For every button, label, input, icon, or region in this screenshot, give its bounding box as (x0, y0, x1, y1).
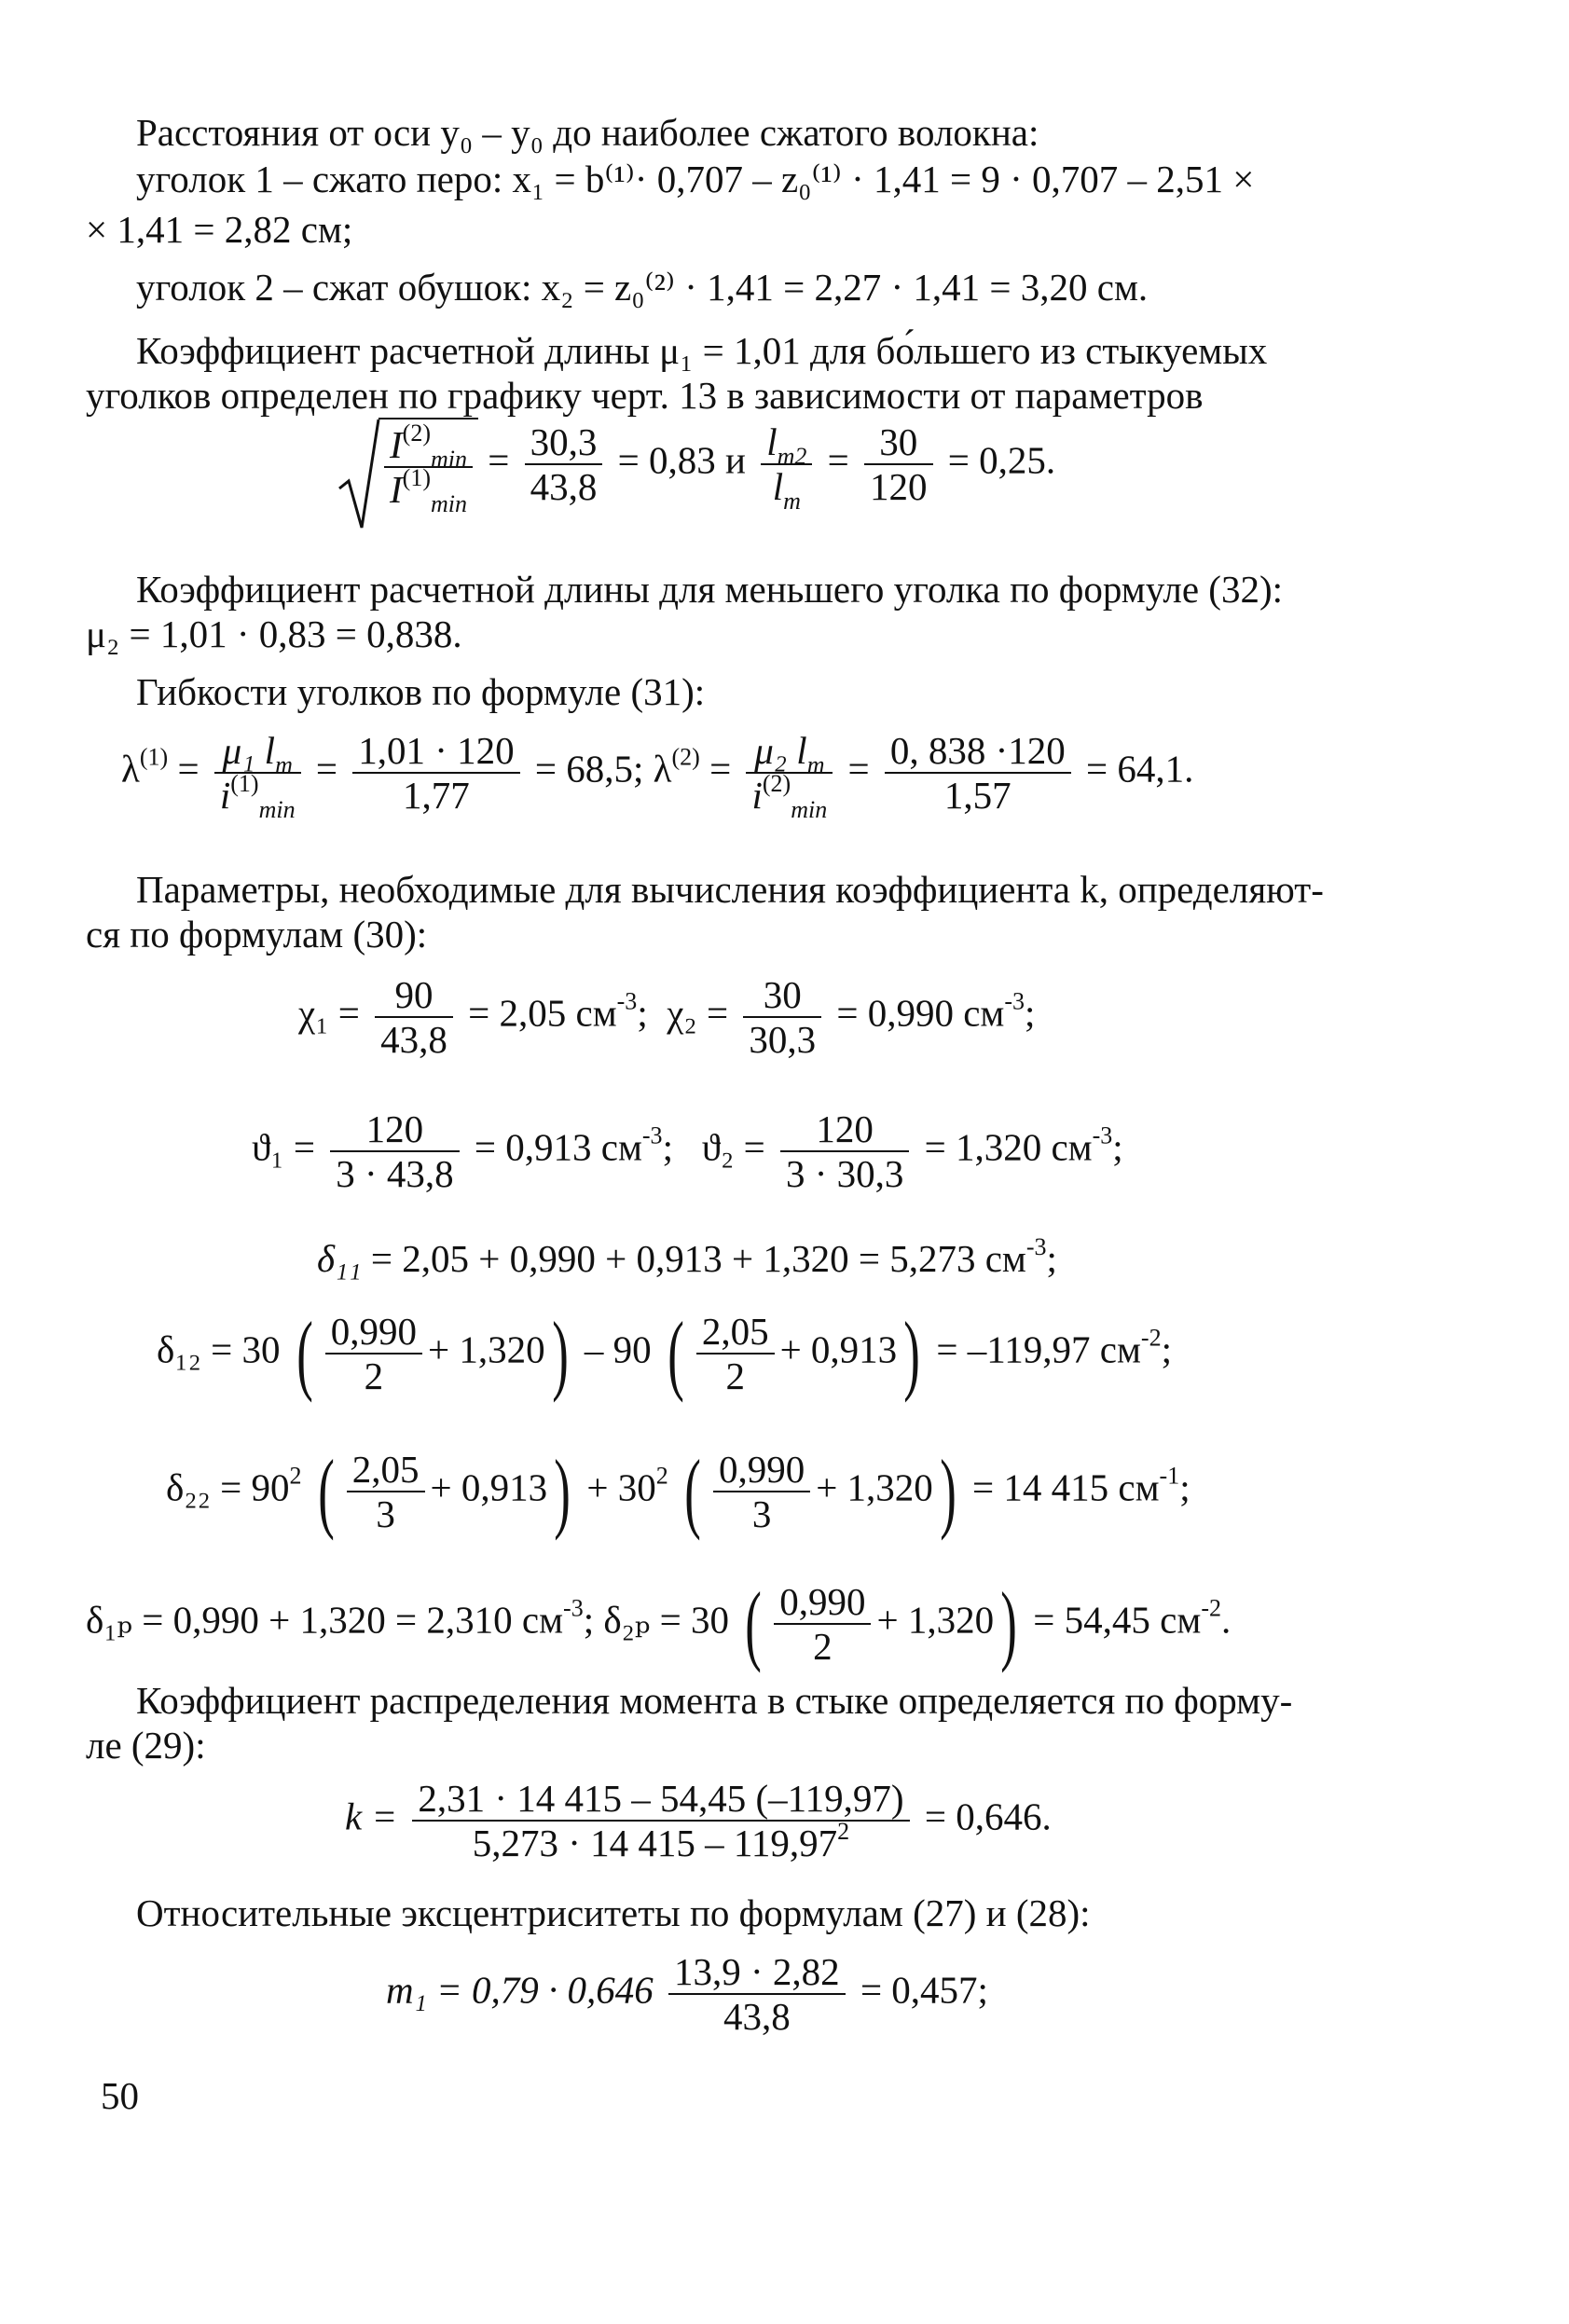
text-line-1: Расстояния от оси y₀ – y₀ до наиболее сжатого волокна: (136, 111, 1039, 154)
text-line-13: ле (29): (86, 1724, 206, 1767)
fraction-lambda1-numeric: $\frac{1,01 \cdot 120}{1,77}$ (352, 729, 519, 817)
fraction-d12-b: $\frac{2,05}{2}$ (696, 1310, 775, 1397)
text-line-10: Параметры, необходимые для вычисления коэффициента k, определяют- (136, 868, 1324, 911)
fraction-chi1: $\frac{90}{43,8}$ (375, 973, 453, 1061)
fraction-m1: $\frac{13,9 \cdot 2,82}{43,8}$ (668, 1950, 846, 2038)
fraction-theta2: $\frac{120}{3 \cdot 30,3}$ (780, 1107, 909, 1195)
fraction-d22-a: $\frac{2,05}{3}$ (347, 1448, 425, 1535)
equation-theta: ϑ₁ = $\frac{120}{3 \cdot 43,8}$ = 0,913 $см^{-3}$; ϑ₂ = $\frac{120}{3 \cdot 30,3}$ = 1,320 $см^{-3}$; (252, 1107, 1123, 1195)
equation-delta11: δ₁₁ = 2,05 + 0,990 + 0,913 + 1,320 = 5,273 $см^{-3}$; (317, 1233, 1057, 1280)
text-line-8: μ₂ = 1,01 · 0,83 = 0,838. (86, 612, 462, 655)
fraction-30-3: $\frac{30,3}{43,8}$ (525, 420, 603, 508)
fraction-theta1: $\frac{120}{3 \cdot 43,8}$ (330, 1107, 459, 1195)
text-line-14: Относительные эксцентриситеты по формулам (27) и (28): (136, 1891, 1091, 1934)
text-line-4: уголок 2 – сжат обушок: x₂ = z₀⁽²⁾ · 1,41 = 2,27 · 1,41 = 3,20 см. (136, 266, 1149, 309)
fraction-lambda2-symbolic: $\frac{\mu_2 l_m}{i^{(2)}_{min}}$ (746, 729, 833, 817)
text-line-3: × 1,41 = 2,82 см; (86, 208, 353, 251)
equation-m1: m₁ = 0,79 · 0,646 $\frac{13,9 \cdot 2,82}{43,8}$ = 0,457; (386, 1950, 988, 2038)
fraction-chi2: $\frac{30}{30,3}$ (743, 973, 821, 1061)
text-line-6: уголков определен по графику черт. 13 в зависимости от параметров (86, 374, 1204, 417)
fraction-k: $\frac{2,31 \cdot 14 415 - 54,45 (-119,97)}{5,273 \cdot 14 415 - 119,97^2}$ (412, 1777, 909, 1864)
text-line-5: Коэффициент расчетной длины μ₁ = 1,01 для бо́льшего из стыкуемых (136, 329, 1268, 372)
equation-delta1p-delta2p: δ₁ₚ = 0,990 + 1,320 = 2,310 $см^{-3}$; δ₂ₚ = 30 ( $\frac{0,990}{2}$ + 1,320) = 54,45 $см^{-2}$. (86, 1574, 1232, 1673)
fraction-d22-b: $\frac{0,990}{3}$ (713, 1448, 810, 1535)
fraction-lambda1-symbolic: $\frac{\mu_1 l_m}{i^{(1)}_{min}}$ (214, 729, 301, 817)
fraction-d2p: $\frac{0,990}{2}$ (774, 1580, 871, 1668)
text-line-11: ся по формулам (30): (86, 913, 428, 956)
fraction-d12-a: $\frac{0,990}{2}$ (325, 1310, 422, 1397)
equation-chi: χ₁ = $\frac{90}{43,8}$ = 2,05 $см^{-3}$; χ₂ = $\frac{30}{30,3}$ = 0,990 $см^{-3}$; (298, 973, 1036, 1061)
equation-delta22: $\delta_{22} = 90^2$ ( $\frac{2,05}{3}$ + $0,913) + 30^2$ ( $\frac{0,990}{3}$ + 1,320) = 14 415 $см^{-1}$; (166, 1441, 1191, 1541)
text-line-12: Коэффициент распределения момента в стыке определяется по форму- (136, 1679, 1293, 1722)
equation-params: $\frac{I^{(2)}_{min}}{I^{(1)}_{min}}$ = $\frac{30,3}{43,8}$ = 0,83 и $\frac{l_{m2}}{l_m}$ = $\frac{30}{120}$ = 0,25. (336, 418, 1055, 511)
equation-slenderness: $\lambda^{(1)}$ = $\frac{\mu_1 l_m}{i^{(1)}_{min}}$ = $\frac{1,01 \cdot 120}{1,77}$ = 68,5; $\lambda^{(2)}$ = $\frac{\mu_2 l_m}{i^{(2)}_{min}}$ = $\frac{0, 838 \cdot 120}{1,57}$ = 64,1. (121, 729, 1194, 823)
fraction-lambda2-numeric: $\frac{0, 838 \cdot 120}{1,57}$ (885, 729, 1071, 817)
text-line-7: Коэффициент расчетной длины для меньшего уголка по формуле (32): (136, 568, 1283, 611)
fraction-30-120: $\frac{30}{120}$ (864, 420, 933, 508)
fraction-length-ratio: $\frac{l_{m2}}{l_m}$ (761, 420, 812, 508)
equation-k: k = $\frac{2,31 \cdot 14 415 - 54,45 (-119,97)}{5,273 \cdot 14 415 - 119,97^2}$ = 0,646. (345, 1777, 1052, 1864)
text-line-9: Гибкости уголков по формуле (31): (136, 670, 706, 713)
sqrt-expression (336, 418, 478, 517)
text-line-2: уголок 1 – сжато перо: x₁ = b⁽¹⁾· 0,707 – z₀⁽¹⁾ · 1,41 = 9 · 0,707 – 2,51 × (136, 158, 1255, 200)
equation-delta12: δ₁₂ = 30 ( $\frac{0,990}{2}$ + 1,320) – 90 ( $\frac{2,05}{2}$ + 0,913) = –119,97 $см^{-2}$; (157, 1303, 1172, 1403)
page-number: 50 (101, 2074, 139, 2117)
fraction-inertia-ratio: $\frac{I^{(2)}_{min}}{I^{(1)}_{min}}$ (384, 423, 473, 511)
